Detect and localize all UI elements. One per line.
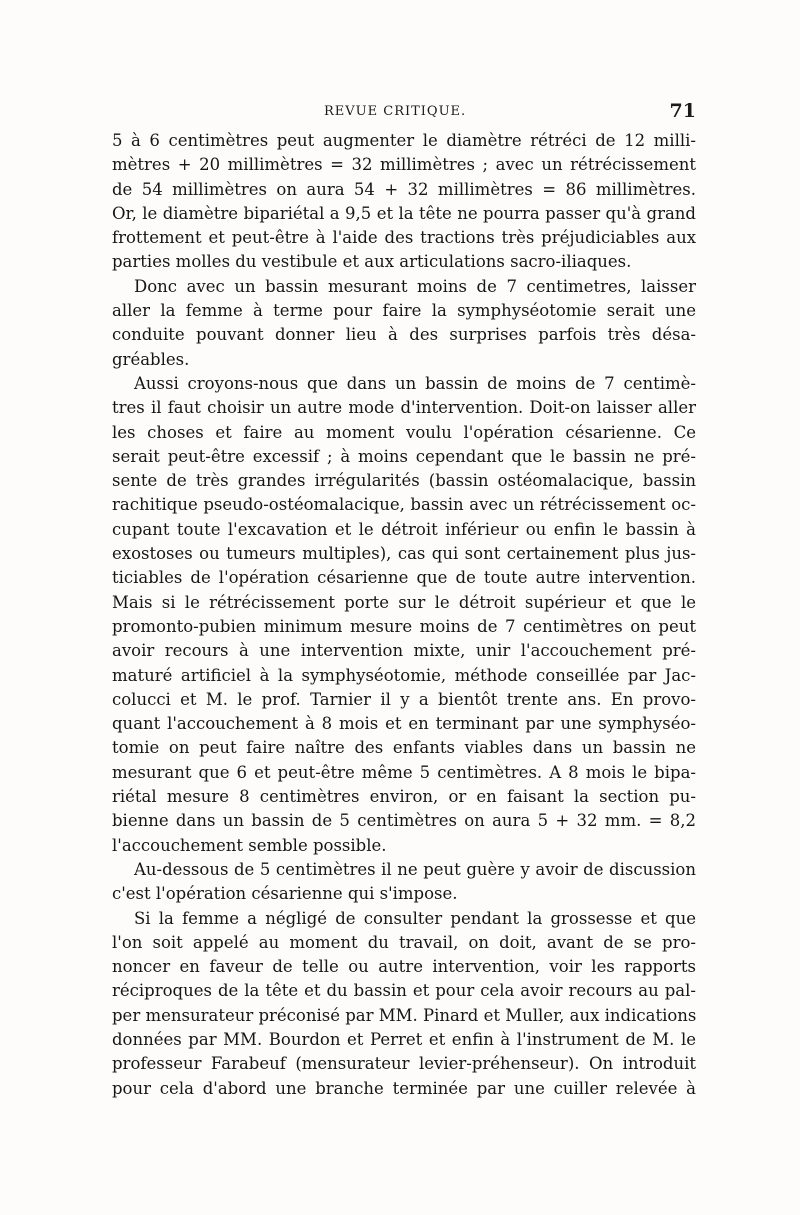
text-line: données par MM. Bourdon et Perret et enfin à l'instrument de M. le — [112, 1029, 696, 1049]
text-line: Au-dessous de 5 centimètres il ne peut guère y avoir de discussion — [134, 859, 696, 879]
text-line: tomie on peut faire naître des enfants viables dans un bassin ne — [112, 738, 696, 758]
text-line: l'on soit appelé au moment du travail, on doit, avant de se pro- — [112, 932, 696, 952]
text-line: Or, le diamètre bipariétal a 9,5 et la tête ne pourra passer qu'à grand — [112, 203, 696, 223]
text-line: bienne dans un bassin de 5 centimètres on aura 5 + 32 mm. = 8,2 — [112, 811, 696, 831]
text-line: ticiables de l'opération césarienne que de toute autre intervention. — [112, 568, 696, 588]
text-line: tres il faut choisir un autre mode d'intervention. Doit-on laisser aller — [112, 398, 696, 418]
text-line: aller la femme à terme pour faire la symphyséotomie serait une — [112, 301, 696, 321]
page-number: 71 — [669, 100, 696, 122]
text-line: maturé artificiel à la symphyséotomie, méthode conseillée par Jac- — [112, 665, 696, 685]
text-line: noncer en faveur de telle ou autre intervention, voir les rapports — [112, 957, 696, 977]
text-line: cupant toute l'excavation et le détroit inférieur ou enfin le bassin à — [112, 519, 696, 539]
text-line: riétal mesure 8 centimètres environ, or en faisant la section pu- — [112, 787, 696, 807]
text-line: professeur Farabeuf (mensurateur levier-préhenseur). On introduit — [112, 1054, 696, 1074]
page-header — [112, 100, 696, 128]
text-line: Aussi croyons-nous que dans un bassin de moins de 7 centimè- — [134, 373, 696, 393]
text-line: les choses et faire au moment voulu l'opération césarienne. Ce — [112, 422, 696, 442]
text-line: quant l'accouchement à 8 mois et en terminant par une symphyséo- — [112, 714, 696, 734]
text-line: parties molles du vestibule et aux articulations sacro-iliaques. — [112, 252, 632, 272]
text-line: Donc avec un bassin mesurant moins de 7 centimetres, laisser — [134, 276, 696, 296]
text-line: rachitique pseudo-ostéomalacique, bassin avec un rétrécissement oc- — [112, 495, 696, 515]
text-line: mètres + 20 millimètres = 32 millimètres ; avec un rétrécissement — [112, 155, 696, 175]
text-line: gréables. — [112, 349, 190, 369]
text-line: pour cela d'abord une branche terminée par une cuiller relevée à — [112, 1078, 696, 1098]
text-line: l'accouchement semble possible. — [112, 835, 387, 855]
text-line: sente de très grandes irrégularités (bassin ostéomalacique, bassin — [112, 471, 696, 491]
text-line: Mais si le rétrécissement porte sur le détroit supérieur et que le — [112, 592, 696, 612]
text-line: serait peut-être excessif ; à moins cependant que le bassin ne pré- — [112, 446, 696, 466]
text-line: avoir recours à une intervention mixte, unir l'accouchement pré- — [112, 641, 696, 661]
text-line: mesurant que 6 et peut-être même 5 centimètres. A 8 mois le bipa- — [112, 762, 696, 782]
text-line: Si la femme a négligé de consulter pendant la grossesse et que — [134, 908, 696, 928]
text-line: exostoses ou tumeurs multiples), cas qui sont certainement plus jus- — [112, 544, 696, 564]
text-line: 5 à 6 centimètres peut augmenter le diamètre rétréci de 12 milli- — [112, 131, 696, 150]
text-line: de 54 millimètres on aura 54 + 32 millimètres = 86 millimètres. — [112, 179, 696, 199]
text-line: promonto-pubien minimum mesure moins de 7 centimètres on peut — [112, 616, 696, 636]
text-line: frottement et peut-être à l'aide des tractions très préjudiciables aux — [112, 228, 696, 248]
body-text — [112, 129, 696, 1101]
text-line: conduite pouvant donner lieu à des surprises parfois très désa- — [112, 325, 696, 345]
text-line: c'est l'opération césarienne qui s'impose. — [112, 884, 458, 904]
running-head: REVUE CRITIQUE. — [324, 104, 467, 119]
text-line: colucci et M. le prof. Tarnier il y a bientôt trente ans. En provo- — [112, 689, 696, 709]
text-line: per mensurateur préconisé par MM. Pinard et Muller, aux indications — [112, 1005, 696, 1025]
text-line: réciproques de la tête et du bassin et pour cela avoir recours au pal- — [112, 981, 696, 1001]
